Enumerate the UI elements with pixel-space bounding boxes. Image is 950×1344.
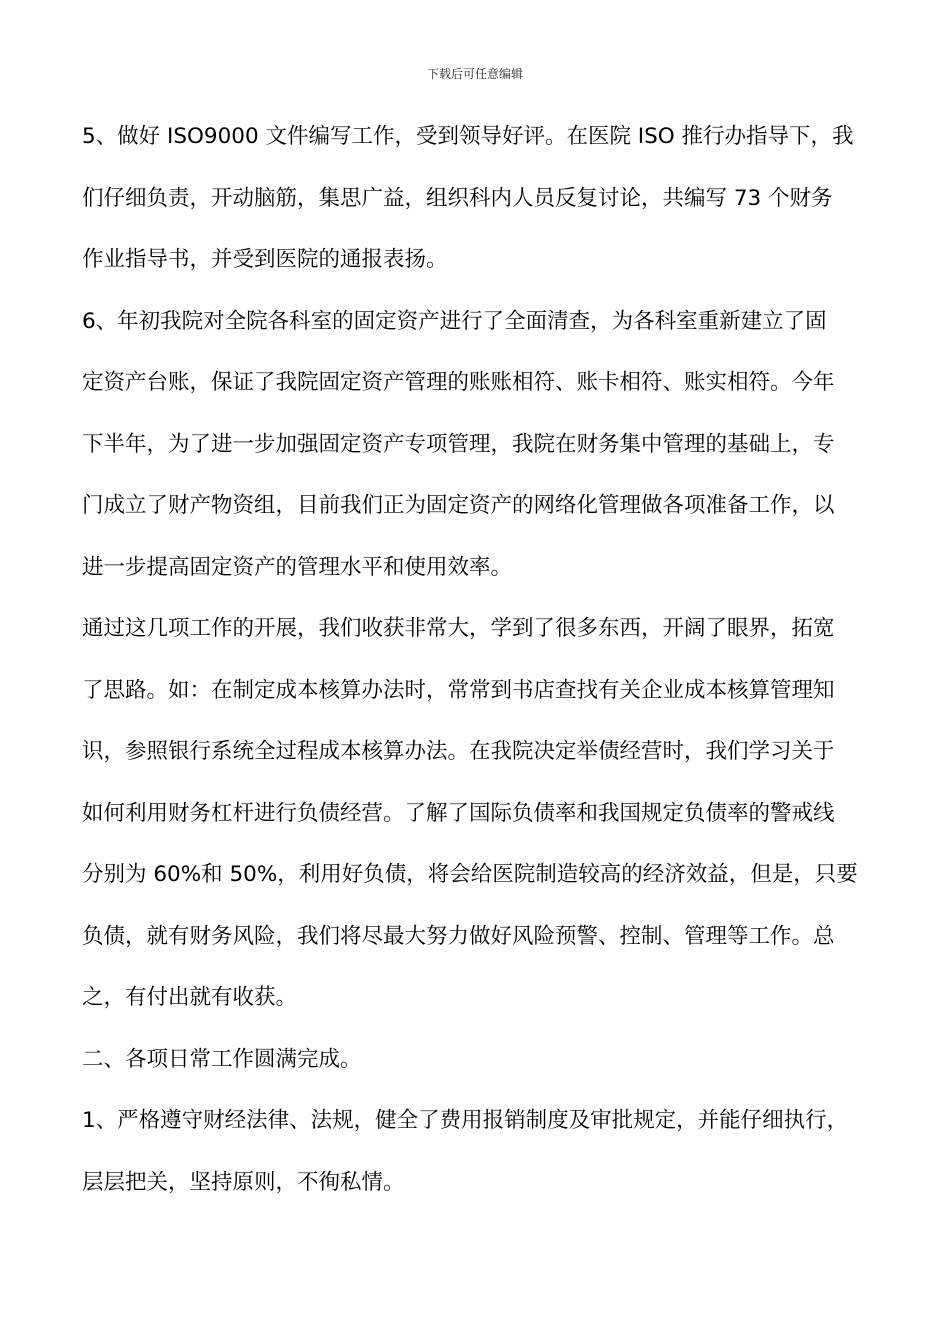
paragraph-line: 们仔细负责，开动脑筋，集思广益，组织科内人员反复讨论，共编写 73 个财务 xyxy=(82,185,833,211)
paragraph-line: 5、做好 ISO9000 文件编写工作，受到领导好评。在医院 ISO 推行办指导下，我 xyxy=(82,124,854,149)
document-body xyxy=(82,106,882,1213)
paragraph-line: 如何利用财务杠杆进行负债经营。了解了国际负债率和我国规定负债率的警戒线 xyxy=(82,800,835,826)
paragraph-line: 分别为 60%和 50%，利用好负债，将会给医院制造较高的经济效益，但是，只要 xyxy=(82,862,858,887)
header-note: 下载后可任意编辑 xyxy=(426,67,523,81)
paragraph-line: 之，有付出就有收获。 xyxy=(82,985,298,1010)
paragraph-line: 层层把关，坚持原则，不徇私情。 xyxy=(82,1169,405,1195)
paragraph-line: 负债，就有财务风险，我们将尽最大努力做好风险预警、控制、管理等工作。总 xyxy=(82,923,835,949)
paragraph-line: 进一步提高固定资产的管理水平和使用效率。 xyxy=(82,554,513,580)
paragraph-line: 定资产台账，保证了我院固定资产管理的账账相符、账卡相符、账实相符。今年 xyxy=(82,370,835,395)
paragraph-line: 通过这几项工作的开展，我们收获非常大，学到了很多东西，开阔了眼界，拓宽 xyxy=(82,616,835,641)
paragraph-line: 作业指导书，并受到医院的通报表扬。 xyxy=(82,247,448,272)
paragraph-line: 1、严格遵守财经法律、法规，健全了费用报销制度及审批规定，并能仔细执行， xyxy=(82,1108,849,1133)
paragraph-line: 门成立了财产物资组，目前我们正为固定资产的网络化管理做各项准备工作，以 xyxy=(82,493,835,518)
paragraph-line: 下半年，为了进一步加强固定资产专项管理，我院在财务集中管理的基础上，专 xyxy=(82,431,835,457)
paragraph-line: 6、年初我院对全院各科室的固定资产进行了全面清查，为各科室重新建立了固 xyxy=(82,308,827,334)
paragraph-line: 了思路。如：在制定成本核算办法时，常常到书店查找有关企业成本核算管理知 xyxy=(82,677,835,703)
section-heading: 二、各项日常工作圆满完成。 xyxy=(82,1046,362,1072)
paragraph-line: 识，参照银行系统全过程成本核算办法。在我院决定举债经营时，我们学习关于 xyxy=(82,739,835,764)
